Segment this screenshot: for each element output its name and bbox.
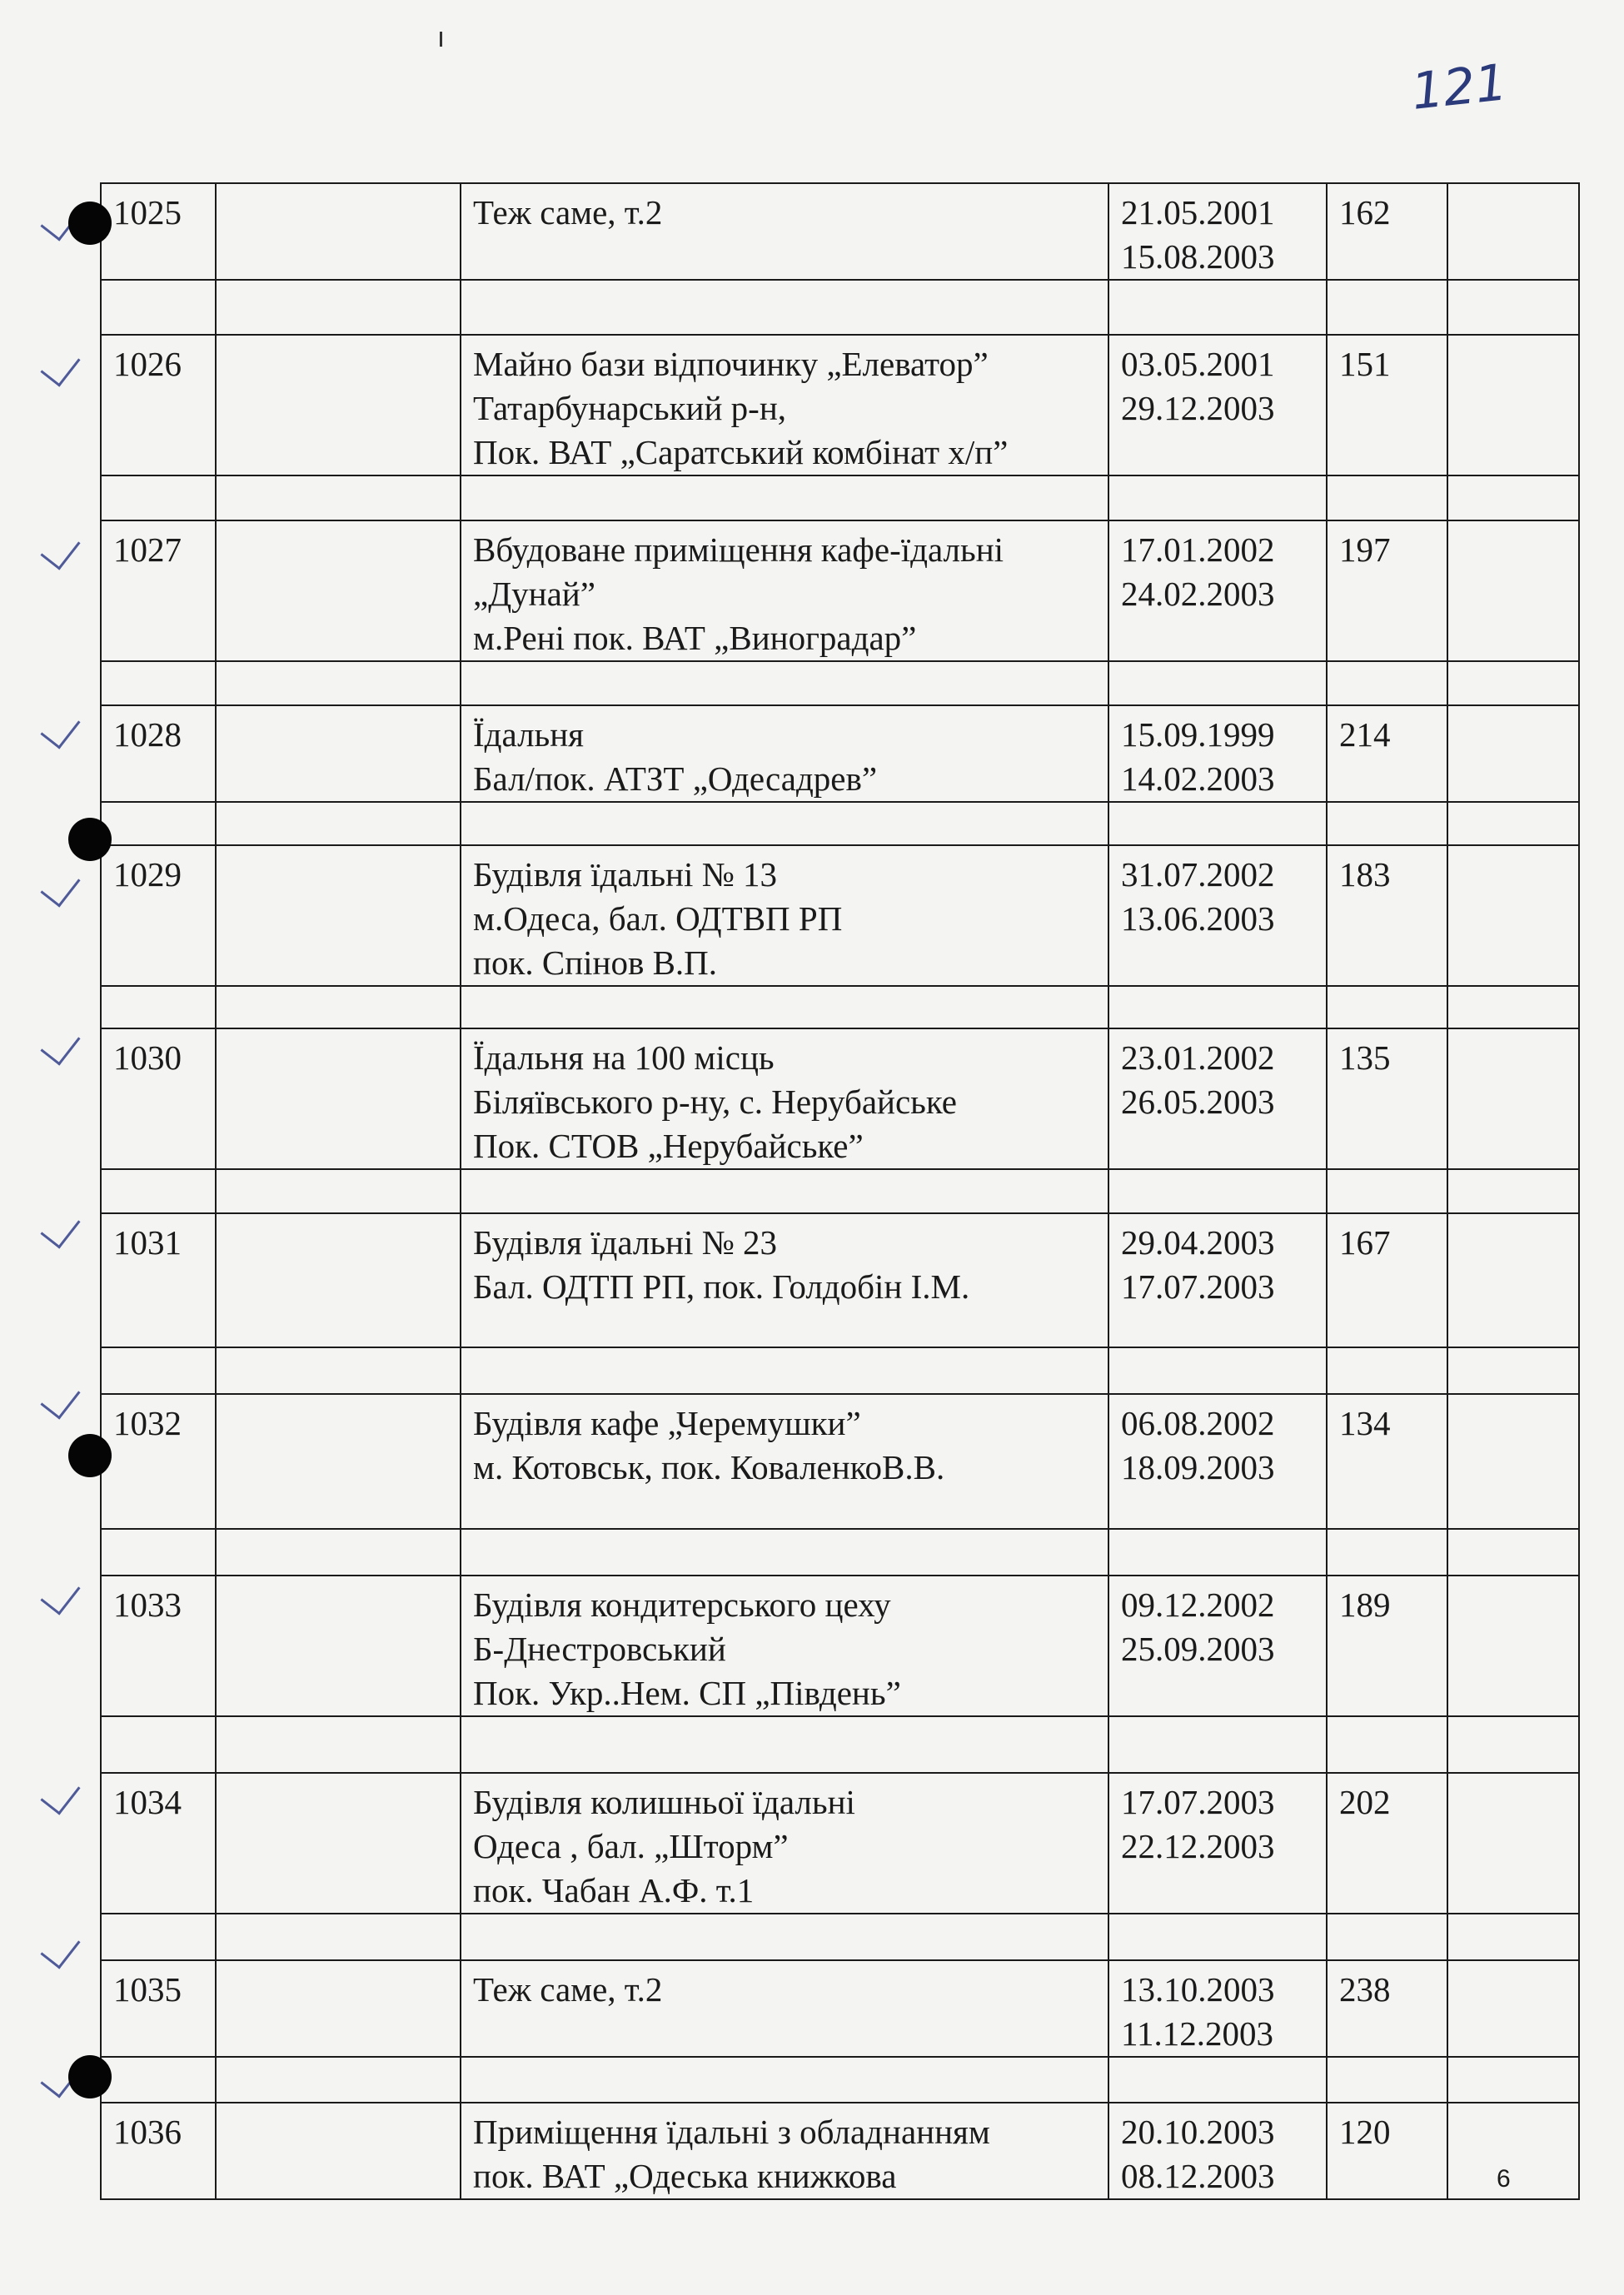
blank-cell [461, 1914, 1108, 1960]
item-number: 1028 [101, 705, 216, 802]
item-dates [1108, 183, 1327, 280]
blank-cell [461, 2057, 1108, 2103]
item-number: 1034 [101, 1773, 216, 1914]
spacer-row [101, 802, 1579, 845]
item-date: 31.07.2002 [1121, 855, 1275, 894]
item-number: 1036 [101, 2103, 216, 2199]
item-pages: 189 [1327, 1576, 1447, 1716]
blank-cell [1327, 1716, 1447, 1773]
blank-cell [1447, 335, 1579, 475]
item-number: 1027 [101, 520, 216, 661]
item-title-line: Будівля їдальні № 13 [473, 855, 777, 894]
item-date: 09.12.2002 [1121, 1586, 1275, 1624]
blank-cell [216, 1773, 461, 1914]
item-date: 20.10.2003 [1121, 2113, 1275, 2151]
item-number: 1030 [101, 1028, 216, 1169]
check-mark-icon [40, 1207, 80, 1248]
spacer-row [101, 280, 1579, 335]
item-pages: 238 [1327, 1960, 1447, 2057]
item-date: 26.05.2003 [1121, 1083, 1275, 1121]
folio-number: 121 [1408, 53, 1510, 122]
blank-cell [1447, 1394, 1579, 1529]
item-dates [1108, 1213, 1327, 1347]
blank-cell [101, 986, 216, 1028]
blank-cell [1108, 475, 1327, 520]
table-row [101, 520, 1579, 661]
blank-cell [1447, 1028, 1579, 1169]
blank-cell [1447, 1716, 1579, 1773]
item-date: 21.05.2001 [1121, 193, 1275, 231]
blank-cell [216, 1960, 461, 2057]
item-pages: 167 [1327, 1213, 1447, 1347]
item-title-line: Майно бази відпочинку „Елеватор” [473, 345, 989, 383]
check-mark-icon [40, 1023, 80, 1065]
blank-cell [1327, 280, 1447, 335]
blank-cell [101, 475, 216, 520]
blank-cell [1108, 1347, 1327, 1394]
blank-cell [216, 845, 461, 986]
inventory-table [100, 182, 1580, 2200]
table-row [101, 1576, 1579, 1716]
spacer-row [101, 475, 1579, 520]
blank-cell [216, 183, 461, 280]
blank-cell [1447, 280, 1579, 335]
blank-cell [216, 1213, 461, 1347]
blank-cell [1327, 661, 1447, 705]
item-title-line: пок. Чабан А.Ф. т.1 [473, 1871, 755, 1909]
item-dates [1108, 1960, 1327, 2057]
item-title [461, 183, 1108, 280]
check-mark-icon [40, 528, 80, 570]
blank-cell [1327, 475, 1447, 520]
item-number: 1031 [101, 1213, 216, 1347]
item-title [461, 1028, 1108, 1169]
blank-cell [216, 705, 461, 802]
check-mark-icon [40, 1927, 80, 1969]
blank-cell [1108, 1529, 1327, 1576]
spacer-row [101, 2057, 1579, 2103]
blank-cell [1447, 1169, 1579, 1213]
blank-cell [461, 1529, 1108, 1576]
blank-cell [1327, 1914, 1447, 1960]
blank-cell [1108, 986, 1327, 1028]
item-title [461, 705, 1108, 802]
spacer-row [101, 1914, 1579, 1960]
blank-cell [216, 280, 461, 335]
spacer-row [101, 986, 1579, 1028]
item-date: 25.09.2003 [1121, 1630, 1275, 1668]
blank-cell [1447, 1347, 1579, 1394]
item-title-line: Пок. СТОВ „Нерубайське” [473, 1127, 864, 1165]
item-title-line: пок. ВАТ „Одеська книжкова [473, 2157, 897, 2195]
item-dates [1108, 2103, 1327, 2199]
item-pages: 197 [1327, 520, 1447, 661]
item-title-line: м. Котовськ, пок. КоваленкоВ.В. [473, 1448, 945, 1486]
item-pages: 202 [1327, 1773, 1447, 1914]
blank-cell [1327, 1169, 1447, 1213]
item-date: 15.08.2003 [1121, 237, 1275, 276]
stray-mark [440, 32, 442, 47]
item-title-line: Будівля кондитерського цеху [473, 1586, 891, 1624]
item-date: 23.01.2002 [1121, 1038, 1275, 1077]
item-title-line: Будівля кафе „Черемушки” [473, 1404, 861, 1442]
blank-cell [1108, 280, 1327, 335]
item-date: 13.10.2003 [1121, 1970, 1275, 2009]
blank-cell [216, 1394, 461, 1529]
item-pages: 135 [1327, 1028, 1447, 1169]
spacer-row [101, 1169, 1579, 1213]
item-date: 17.07.2003 [1121, 1267, 1275, 1306]
blank-cell [461, 280, 1108, 335]
item-date: 29.12.2003 [1121, 389, 1275, 427]
check-mark-icon [40, 1573, 80, 1615]
table-row [101, 1960, 1579, 2057]
item-pages: 162 [1327, 183, 1447, 280]
blank-cell [216, 475, 461, 520]
punch-hole [68, 202, 112, 245]
item-dates [1108, 1576, 1327, 1716]
item-number: 1032 [101, 1394, 216, 1529]
blank-cell [216, 1028, 461, 1169]
item-number: 1033 [101, 1576, 216, 1716]
item-date: 18.09.2003 [1121, 1448, 1275, 1486]
check-mark-icon [40, 1773, 80, 1815]
blank-cell [1447, 1914, 1579, 1960]
punch-hole [68, 1434, 112, 1477]
blank-cell [1327, 1347, 1447, 1394]
item-title-line: Їдальня на 100 місць [473, 1038, 775, 1077]
item-title-line: Б-Днестровський [473, 1630, 726, 1668]
item-title [461, 1960, 1108, 2057]
item-title-line: Біляївського р-ну, с. Нерубайське [473, 1083, 957, 1121]
item-title-line: Будівля колишньої їдальні [473, 1783, 855, 1821]
item-date: 15.09.1999 [1121, 715, 1275, 754]
blank-cell [1447, 845, 1579, 986]
blank-cell [1447, 1529, 1579, 1576]
blank-cell [101, 1716, 216, 1773]
blank-cell [461, 802, 1108, 845]
check-mark-icon [40, 345, 80, 386]
blank-cell [1447, 705, 1579, 802]
blank-cell [1108, 2057, 1327, 2103]
item-title-line: „Дунай” [473, 575, 595, 613]
blank-cell [101, 802, 216, 845]
punch-hole [68, 2055, 112, 2098]
blank-cell [101, 1914, 216, 1960]
table-row [101, 705, 1579, 802]
item-pages: 214 [1327, 705, 1447, 802]
blank-cell [1447, 1576, 1579, 1716]
blank-cell [216, 520, 461, 661]
item-title-line: Теж саме, т.2 [473, 1970, 663, 2009]
table-row [101, 1028, 1579, 1169]
item-title-line: Пок. Укр..Нем. СП „Південь” [473, 1674, 901, 1712]
item-date: 08.12.2003 [1121, 2157, 1275, 2195]
blank-cell [216, 661, 461, 705]
item-title-line: Приміщення їдальні з обладнанням [473, 2113, 990, 2151]
spacer-row [101, 1529, 1579, 1576]
blank-cell [1447, 1960, 1579, 2057]
item-title-line: Татарбунарський р-н, [473, 389, 787, 427]
blank-cell [216, 802, 461, 845]
blank-cell [216, 986, 461, 1028]
blank-cell [1327, 2057, 1447, 2103]
item-title-line: м.Одеса, бал. ОДТВП РП [473, 899, 843, 938]
blank-cell [1447, 520, 1579, 661]
item-dates [1108, 520, 1327, 661]
item-date: 11.12.2003 [1121, 2014, 1273, 2053]
item-dates [1108, 335, 1327, 475]
table-row [101, 845, 1579, 986]
item-pages: 183 [1327, 845, 1447, 986]
spacer-row [101, 661, 1579, 705]
item-dates [1108, 1394, 1327, 1529]
blank-cell [101, 2057, 216, 2103]
table-row [101, 183, 1579, 280]
item-number: 1026 [101, 335, 216, 475]
blank-cell [1447, 183, 1579, 280]
blank-cell [216, 1576, 461, 1716]
blank-cell [101, 661, 216, 705]
blank-cell [101, 1529, 216, 1576]
blank-cell [1447, 2057, 1579, 2103]
item-number: 1029 [101, 845, 216, 986]
blank-cell [1108, 1716, 1327, 1773]
table-row [101, 1394, 1579, 1529]
blank-cell [216, 335, 461, 475]
blank-cell [1108, 1914, 1327, 1960]
blank-cell [216, 1914, 461, 1960]
item-title [461, 845, 1108, 986]
item-title-line: Їдальня [473, 715, 585, 754]
blank-cell [1447, 986, 1579, 1028]
spacer-row [101, 1347, 1579, 1394]
blank-cell [1447, 1773, 1579, 1914]
blank-cell [216, 2103, 461, 2199]
blank-cell [1327, 1529, 1447, 1576]
item-pages: 120 [1327, 2103, 1447, 2199]
item-date: 22.12.2003 [1121, 1827, 1275, 1865]
blank-cell [101, 1347, 216, 1394]
item-title-line: Вбудоване приміщення кафе-їдальні [473, 530, 1004, 569]
blank-cell [1108, 661, 1327, 705]
table-row [101, 335, 1579, 475]
blank-cell [216, 1529, 461, 1576]
item-date: 06.08.2002 [1121, 1404, 1275, 1442]
check-mark-icon [40, 1377, 80, 1419]
item-pages: 134 [1327, 1394, 1447, 1529]
item-title [461, 335, 1108, 475]
item-title-line: пок. Спінов В.П. [473, 943, 718, 982]
item-date: 17.01.2002 [1121, 530, 1275, 569]
blank-cell [461, 986, 1108, 1028]
item-dates [1108, 1028, 1327, 1169]
item-title-line: Бал. ОДТП РП, пок. Голдобін І.М. [473, 1267, 970, 1306]
item-pages: 151 [1327, 335, 1447, 475]
item-title [461, 1394, 1108, 1529]
item-date: 17.07.2003 [1121, 1783, 1275, 1821]
item-title-line: Будівля їдальні № 23 [473, 1223, 777, 1262]
blank-cell [461, 1347, 1108, 1394]
blank-cell [461, 1716, 1108, 1773]
blank-cell [1447, 1213, 1579, 1347]
blank-cell [216, 1716, 461, 1773]
item-title-line: Теж саме, т.2 [473, 193, 663, 231]
item-title [461, 1773, 1108, 1914]
item-dates [1108, 1773, 1327, 1914]
spacer-row [101, 1716, 1579, 1773]
item-title [461, 2103, 1108, 2199]
blank-cell [216, 1169, 461, 1213]
item-title [461, 520, 1108, 661]
item-title-line: Бал/пок. АТЗТ „Одесадрев” [473, 759, 878, 798]
blank-cell [461, 475, 1108, 520]
blank-cell [1108, 802, 1327, 845]
check-mark-icon [40, 865, 80, 907]
blank-cell [1327, 802, 1447, 845]
item-title-line: Одеса , бал. „Шторм” [473, 1827, 789, 1865]
blank-cell [101, 1169, 216, 1213]
item-title [461, 1213, 1108, 1347]
table-row [101, 1213, 1579, 1347]
blank-cell [461, 1169, 1108, 1213]
blank-cell [1447, 475, 1579, 520]
blank-cell [1447, 2103, 1579, 2199]
item-date: 29.04.2003 [1121, 1223, 1275, 1262]
blank-cell [101, 280, 216, 335]
item-title-line: м.Рені пок. ВАТ „Виноградар” [473, 619, 917, 657]
item-title [461, 1576, 1108, 1716]
item-date: 13.06.2003 [1121, 899, 1275, 938]
item-number: 1025 [101, 183, 216, 280]
item-date: 03.05.2001 [1121, 345, 1275, 383]
blank-cell [461, 661, 1108, 705]
page-number: 6 [1497, 2165, 1511, 2193]
blank-cell [1447, 661, 1579, 705]
punch-hole [68, 818, 112, 861]
blank-cell [216, 1347, 461, 1394]
blank-cell [1327, 986, 1447, 1028]
blank-cell [216, 2057, 461, 2103]
table-row [101, 2103, 1579, 2199]
item-dates [1108, 845, 1327, 986]
blank-cell [1447, 802, 1579, 845]
item-title-line: Пок. ВАТ „Саратський комбінат х/п” [473, 433, 1009, 471]
table-row [101, 1773, 1579, 1914]
item-dates [1108, 705, 1327, 802]
blank-cell [1108, 1169, 1327, 1213]
item-date: 14.02.2003 [1121, 759, 1275, 798]
item-date: 24.02.2003 [1121, 575, 1275, 613]
item-number: 1035 [101, 1960, 216, 2057]
check-mark-icon [40, 707, 80, 749]
